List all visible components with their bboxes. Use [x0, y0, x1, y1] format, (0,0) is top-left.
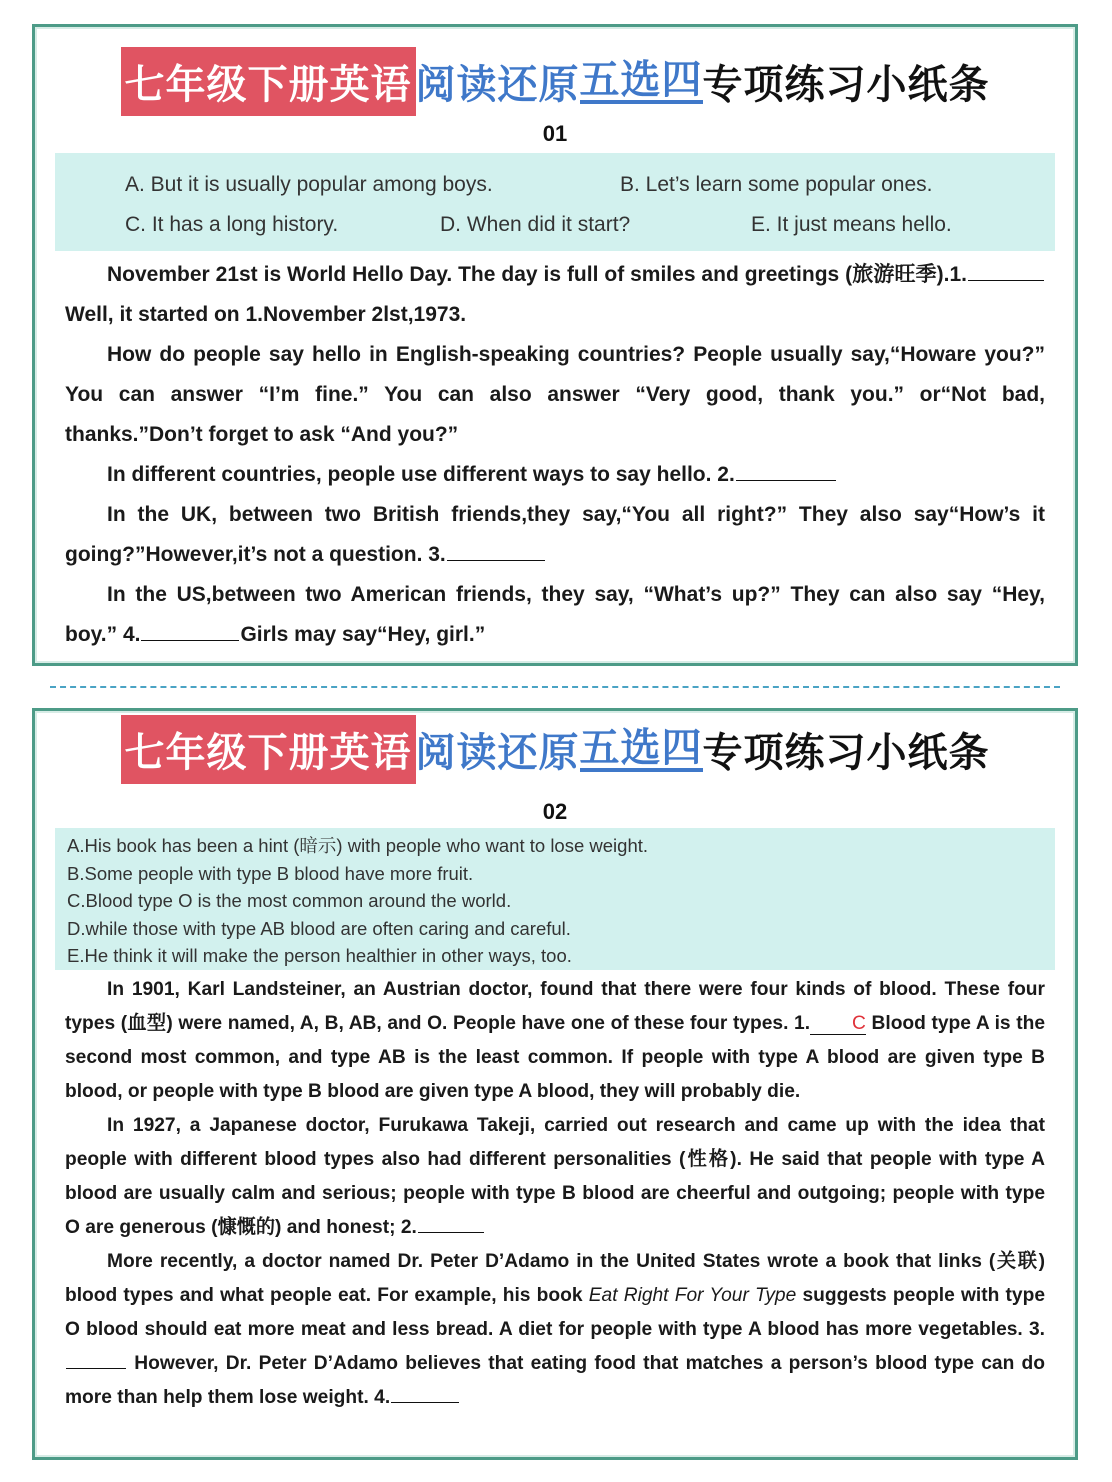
paragraph-text: In the UK, between two British friends,they say,“You all right?” They also say“How’s it going?”However,it’s not a question. 3. [65, 503, 1045, 566]
paragraph-3 [65, 1245, 1045, 1415]
option-c: C.Blood type O is the most common around the world. [67, 890, 512, 912]
option-d: D.while those with type AB blood are often caring and careful. [67, 917, 571, 939]
card-title [35, 715, 1075, 784]
title-red-segment: 七年级下册英语 [121, 47, 416, 116]
option-e: E. It just means hello. [751, 213, 952, 236]
answer-blank-4[interactable] [141, 619, 239, 641]
options-box [55, 153, 1055, 251]
paragraph-text: In the US,between two American friends, they say, “What’s up?” They can also say “Hey, boy.” 4. [65, 583, 1045, 646]
title-underlined-segment: 五选四 [579, 724, 703, 771]
paragraph-1 [65, 973, 1045, 1109]
option-e: E.He think it will make the person healthier in other ways, too. [67, 945, 572, 967]
option-b: B.Some people with type B blood have more fruit. [67, 862, 474, 884]
book-title: Eat Right For Your Type [588, 1285, 797, 1306]
title-black-segment: 专项练习小纸条 [702, 730, 990, 776]
paragraph-2 [65, 1109, 1045, 1245]
title-red-segment: 七年级下册英语 [121, 715, 416, 784]
paragraph-4 [65, 495, 1045, 575]
worksheet-card-02 [32, 708, 1078, 1460]
card-number: 01 [542, 121, 568, 146]
passage [65, 255, 1045, 655]
answer-blank-3[interactable] [447, 539, 545, 561]
paragraph-text: November 21st is World Hello Day. The day is full of smiles and greetings (旅游旺季).1. [107, 263, 967, 286]
option-c: C. It has a long history. [125, 213, 339, 236]
paragraph-2: How do people say hello in English-speaking countries? People usually say,“Howare you?” You can answer “I’m fine.” You can also answer “Very good, thank you.” or“Not bad, thanks.”Don’t forget to ask “And you?” [65, 343, 1045, 446]
options-box [55, 828, 1055, 970]
answer-blank-2[interactable] [736, 459, 836, 481]
card-title [35, 47, 1075, 116]
answer-blank-1[interactable]: C [810, 1013, 866, 1035]
paragraph-text: Girls may say“Hey, girl.” [240, 623, 486, 646]
worksheet-card-01 [32, 24, 1078, 666]
dashed-divider [50, 686, 1060, 688]
paragraph-text: Well, it started on 1.November 2lst,1973. [65, 303, 467, 326]
paragraph-text: However, Dr. Peter D’Adamo believes that eating food that matches a person’s blood type can do more than help them lose weight. 4. [65, 1353, 1045, 1408]
paragraph-3 [65, 455, 1045, 495]
paragraph-1 [65, 255, 1045, 335]
title-blue-segment: 阅读还原 [415, 62, 580, 108]
paragraph-text: More recently, a doctor named Dr. Peter D’Adamo in the United States wrote a book that links (关联) blood types and what people eat. For example, his book [65, 1251, 1045, 1306]
title-black-segment: 专项练习小纸条 [702, 62, 990, 108]
answer-blank-3[interactable] [66, 1349, 126, 1369]
passage [65, 973, 1045, 1415]
paragraph-text: In 1901, Karl Landsteiner, an Austrian doctor, found that there were four kinds of blood. These four types (血型) were named, A, B, AB, and O. People have one of these four types. 1. [65, 979, 1045, 1034]
paragraph-5 [65, 575, 1045, 655]
option-a: A.His book has been a hint (暗示) with people who want to lose weight. [67, 835, 649, 856]
option-b: B. Let’s learn some popular ones. [620, 173, 933, 196]
option-a: A. But it is usually popular among boys. [125, 173, 493, 196]
paragraph-text: In different countries, people use different ways to say hello. 2. [107, 463, 735, 486]
option-d: D. When did it start? [440, 213, 631, 236]
title-underlined-segment: 五选四 [579, 56, 703, 103]
answer-blank-2[interactable] [418, 1213, 484, 1233]
paragraph-text: suggests people with type O blood should eat more meat and less bread. A diet for people with type A blood has more vegetables. 3. [65, 1285, 1045, 1340]
answer-blank-1[interactable] [968, 259, 1044, 281]
paragraph-text: Blood type A is the second most common, and type AB is the least common. If people with type A blood are given type B blood, or people with type B blood are given type A blood, they will probably die. [65, 1013, 1045, 1102]
card-number: 02 [542, 799, 568, 824]
paragraph-text: In 1927, a Japanese doctor, Furukawa Takeji, carried out research and came up with the idea that people with different blood types also had different personalities (性格). He said that people with type A blood are usually calm and serious; people with type B blood are cheerful and outgoing; people with type O are generous (慷慨的) and honest; 2. [65, 1115, 1045, 1238]
title-blue-segment: 阅读还原 [415, 730, 580, 776]
answer-blank-4[interactable] [391, 1383, 459, 1403]
